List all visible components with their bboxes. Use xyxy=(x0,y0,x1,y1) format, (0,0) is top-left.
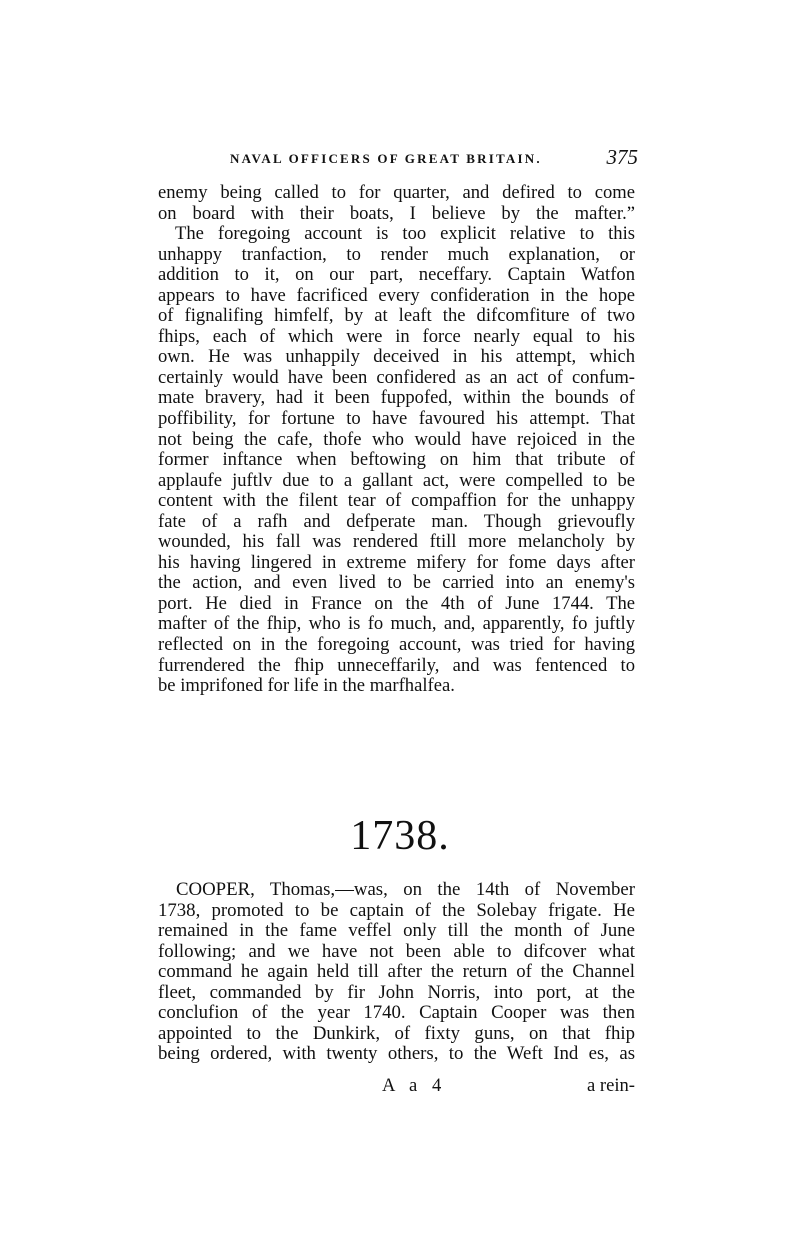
text-line: wounded, his fall was rendered ftill more melancholy by xyxy=(158,531,635,553)
catchword: a rein- xyxy=(586,1075,635,1096)
text-line: remained in the fame veffel only till the month of June xyxy=(158,920,635,941)
text-line: not being the cafe, thofe who would have rejoiced in the xyxy=(158,428,635,450)
text-line: poffibility, for fortune to have favoured his attempt. That xyxy=(158,408,635,430)
text-line: addition to it, on our part, neceffary. Captain Watfon xyxy=(158,264,635,286)
text-line: The foregoing account is too explicit relative to this xyxy=(175,223,635,245)
text-line: being ordered, with twenty others, to the Weft Ind es, as xyxy=(158,1043,635,1064)
text-line: fate of a rafh and defperate man. Though grievoufly xyxy=(158,510,635,532)
text-line: the action, and even lived to be carried into an enemy's xyxy=(158,572,635,594)
text-line: port. He died in France on the 4th of June 1744. The xyxy=(158,592,635,614)
text-line: 1738, promoted to be captain of the Solebay frigate. He xyxy=(158,899,635,921)
text-line: COOPER, Thomas,—was, on the 14th of November xyxy=(176,879,635,900)
text-line: former inftance when beftowing on him that tribute of xyxy=(158,449,635,471)
page-footer xyxy=(158,1075,635,1099)
text-line: certainly would have been confidered as an act of confum- xyxy=(158,366,635,388)
text-line: content with the filent tear of compaffion for the unhappy xyxy=(158,490,635,512)
text-line: mafter of the fhip, who is fo much, and, apparently, fo juftly xyxy=(158,613,635,635)
body-text-section-2 xyxy=(158,880,635,1065)
text-line: of fignalifing himfelf, by at leaft the difcomfiture of two xyxy=(158,305,635,327)
text-line: appears to have facrificed every confideration in the hope xyxy=(158,284,635,306)
text-line: reflected on in the foregoing account, was tried for having xyxy=(158,634,635,656)
page-number: 375 xyxy=(606,145,638,169)
text-line: applaufe juftlv due to a gallant act, were compelled to be xyxy=(158,469,635,491)
text-line: appointed to the Dunkirk, of fixty guns, on that fhip xyxy=(158,1022,635,1044)
text-line: mate bravery, had it been fuppofed, within the bounds of xyxy=(158,387,635,409)
text-line: fhips, each of which were in force nearly equal to his xyxy=(158,325,635,347)
signature-mark: A a 4 xyxy=(382,1075,447,1096)
year-heading: 1738. xyxy=(350,813,450,859)
text-line: enemy being called to for quarter, and defired to come xyxy=(158,182,635,203)
text-line: command he again held till after the return of the Channel xyxy=(158,961,635,982)
text-line: furrendered the fhip unneceffarily, and was fentenced to xyxy=(158,654,635,676)
text-line: conclufion of the year 1740. Captain Cooper was then xyxy=(158,1002,635,1023)
text-line: unhappy tranfaction, to render much explanation, or xyxy=(158,243,635,265)
text-line: be imprifoned for life in the marfhalfea. xyxy=(158,675,455,697)
text-line: fleet, commanded by fir John Norris, into port, at the xyxy=(158,981,635,1003)
text-line: own. He was unhappily deceived in his attempt, which xyxy=(158,346,635,368)
running-title: NAVAL OFFICERS OF GREAT BRITAIN. xyxy=(230,151,542,166)
text-line: his having lingered in extreme mifery for fome days after xyxy=(158,551,635,573)
text-line: on board with their boats, I believe by the mafter.” xyxy=(158,202,635,224)
body-text-section-1 xyxy=(158,183,635,697)
text-line: following; and we have not been able to difcover what xyxy=(158,940,635,962)
